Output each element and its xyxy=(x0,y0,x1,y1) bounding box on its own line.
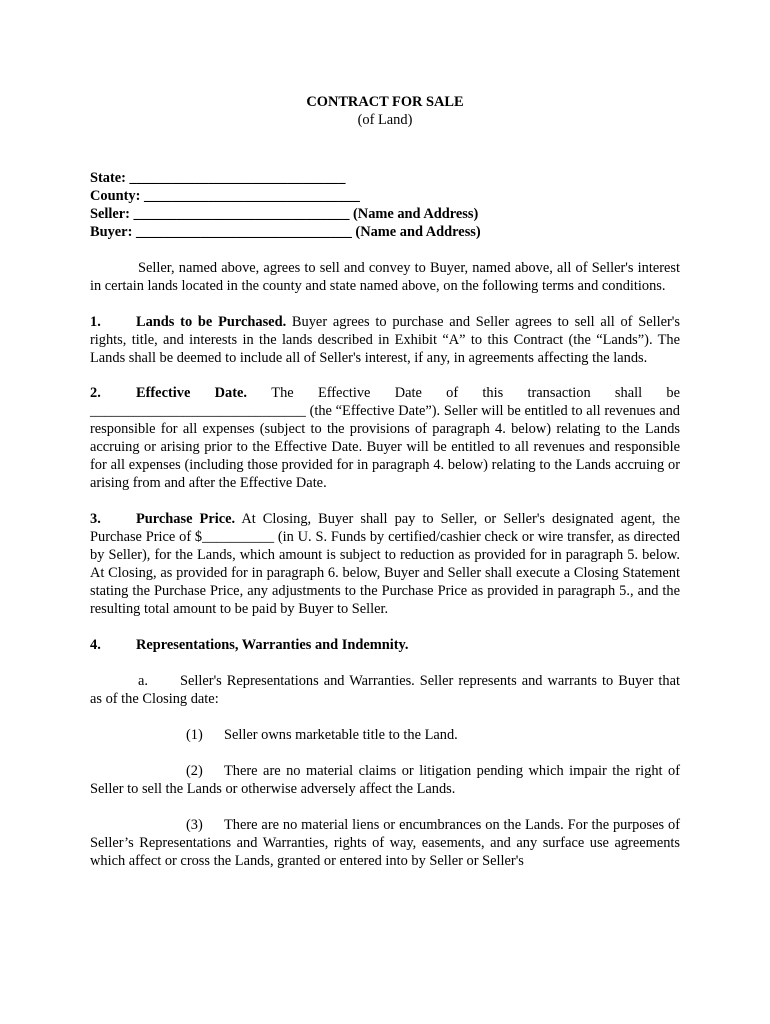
section-number: 4. xyxy=(90,637,101,653)
section-heading: Representations, Warranties and Indemnity. xyxy=(136,637,409,653)
section-4-heading xyxy=(90,636,680,654)
item-text: There are no material claims or litigation pending which impair the right of Seller to sell the Lands or otherwise adversely affect the Lands. xyxy=(90,763,680,797)
section-heading-2: Date. xyxy=(214,385,247,401)
section-number: 2. xyxy=(90,385,101,401)
section-2-first-line xyxy=(90,385,680,402)
state-field[interactable]: State: ______________________________ xyxy=(90,170,346,186)
word: this xyxy=(482,385,504,401)
section-number: 1. xyxy=(90,314,101,330)
word: be xyxy=(666,385,680,401)
subsection-text: Seller's Representations and Warranties. Seller represents and warrants to Buyer that as of the Closing date: xyxy=(90,673,680,707)
word: The xyxy=(271,385,294,401)
party-fields xyxy=(90,169,680,241)
document-page xyxy=(90,93,680,870)
section-number: 3. xyxy=(90,511,101,527)
county-field[interactable]: County: ______________________________ xyxy=(90,188,360,204)
document-title: CONTRACT FOR SALE xyxy=(306,94,464,110)
document-subtitle: (of Land) xyxy=(357,112,413,128)
section-heading: Effective xyxy=(136,385,191,401)
subsection-label: a. xyxy=(138,673,148,689)
buyer-field[interactable]: Buyer: ______________________________ (Name and Address) xyxy=(90,224,481,240)
item-label: (1) xyxy=(186,727,203,743)
section-4a xyxy=(90,672,680,708)
item-label: (3) xyxy=(186,817,203,833)
section-2 xyxy=(90,385,680,492)
item-text: There are no material liens or encumbrances on the Lands. For the purposes of Seller’s Representations and Warranties, rights of way, easements, and any surface use agreements which affect or cross the Lands, granted or entered into by Seller or Seller's xyxy=(90,817,680,869)
section-1 xyxy=(90,313,680,367)
section-3 xyxy=(90,510,680,618)
word: Date xyxy=(394,385,422,401)
word: shall xyxy=(614,385,643,401)
section-text: At Closing, Buyer shall pay to Seller, or Seller's designated agent, the Purchase Price of $__________ (in U. S. Funds by certified/cashier check or wire transfer, as directed by Seller), for the Lands, which amount is subject to reduction as provided for in paragraph 5. below. At Closing, as provided for in paragraph 6. below, Buyer and Seller shall execute a Closing Statement stating the Purchase Price, any adjustments to the Purchase Price as provided in paragraph 5., and the resulting total amount to be paid by Buyer to Seller. xyxy=(90,511,680,617)
list-item xyxy=(90,762,680,798)
list-item xyxy=(90,726,680,744)
seller-field[interactable]: Seller: ______________________________ (Name and Address) xyxy=(90,206,479,222)
word: transaction xyxy=(527,385,591,401)
list-item xyxy=(90,816,680,870)
section-heading: Lands to be Purchased. xyxy=(136,314,287,330)
section-heading: Purchase Price. xyxy=(136,511,236,527)
word: of xyxy=(446,385,459,401)
section-text: Buyer agrees to purchase and Seller agrees to sell all of Seller's rights, title, and interests in the lands described in Exhibit “A” to this Contract (the “Lands”). The Lands shall be deemed to include all of Seller's interest, if any, in agreements affecting the lands. xyxy=(90,314,680,366)
section-text: ______________________________ (the “Effective Date”). Seller will be entitled to all revenues and responsible for all expenses (subject to the provisions of paragraph 4. below) relating to the Lands accruing or arising prior to the Effective Date. Buyer will be entitled to all revenues and responsible for all expenses (including those provided for in paragraph 4. below) relating to the Lands accruing or arising from and after the Effective Date. xyxy=(90,403,680,491)
word: Effective xyxy=(317,385,371,401)
intro-paragraph: Seller, named above, agrees to sell and convey to Buyer, named above, all of Seller's interest in certain lands located in the county and state named above, on the following terms and conditions. xyxy=(90,260,680,294)
item-text: Seller owns marketable title to the Land. xyxy=(224,727,458,743)
item-label: (2) xyxy=(186,763,203,779)
